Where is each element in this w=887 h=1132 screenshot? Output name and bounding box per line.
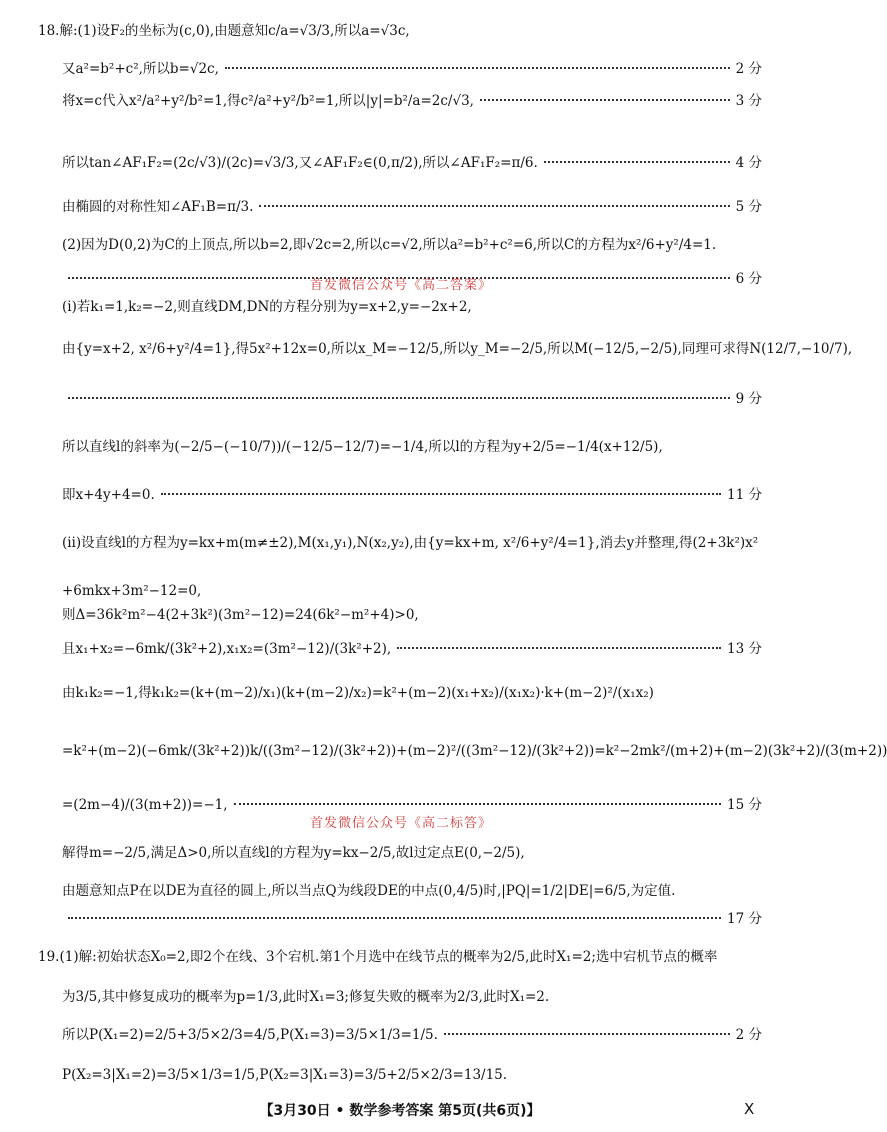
score-label: 2 分: [735, 1027, 762, 1043]
q18-ii-line-6: =k²+(m−2)(−6mk/(3k²+2))k/((3m²−12)/(3k²+2))+(m−2)²/((3m²−12)/(3k²+2))=k²−2mk²/(m+2)+(m−2)(3k²+2)/(3(m+2)): [62, 743, 887, 759]
watermark-2: 首发微信公众号《高二标答》: [310, 816, 493, 831]
q18-ii-line-5: 由k₁k₂=−1,得k₁k₂=(k+(m−2)/x₁)(k+(m−2)/x₂)=k²+(m−2)(x₁+x₂)/(x₁x₂)·k+(m−2)²/(x₁x₂): [62, 685, 654, 701]
q18-ii-line-1: (ⅱ)设直线l的方程为y=kx+m(m≠±2),M(x₁,y₁),N(x₂,y₂),由{y=kx+m, x²/6+y²/4=1},消去y并整理,得(2+3k²)x²: [62, 535, 759, 551]
dot-leader: [68, 397, 730, 399]
score-line-19-2: [62, 1026, 762, 1044]
dot-leader: [225, 67, 730, 69]
score-line-text: 即x+4y+4=0.: [62, 487, 155, 503]
score-line-text: 将x=c代入x²/a²+y²/b²=1,得c²/a²+y²/b²=1,所以|y|=b²/a=2c/√3,: [62, 93, 474, 109]
score-label: 11 分: [727, 487, 762, 503]
dot-leader: [259, 205, 729, 207]
score-line-17: [62, 910, 762, 928]
score-label: 15 分: [727, 797, 762, 813]
score-label: 4 分: [735, 155, 762, 171]
watermark-1: 首发微信公众号《高二答案》: [310, 278, 493, 293]
score-label: 6 分: [735, 271, 762, 287]
dot-leader: [544, 161, 730, 163]
q18-ii-line-2: +6mkx+3m²−12=0,: [62, 583, 202, 599]
score-line-text: 由椭圆的对称性知∠AF₁B=π/3.: [62, 199, 254, 215]
score-label: 17 分: [727, 911, 762, 927]
score-line-2: [62, 60, 762, 78]
dot-leader: [480, 99, 730, 101]
score-line-9: [62, 390, 762, 408]
score-line-13: [62, 640, 762, 658]
score-label: 9 分: [735, 391, 762, 407]
dot-leader: [397, 647, 721, 649]
dot-leader: [234, 803, 721, 805]
score-line-3: [62, 92, 762, 110]
dot-leader: [161, 493, 721, 495]
page-footer: 【3月30日 • 数学参考答案 第5页(共6页)】: [259, 1103, 541, 1119]
score-line-text: 且x₁+x₂=−6mk/(3k²+2),x₁x₂=(3m²−12)/(3k²+2),: [62, 641, 392, 657]
score-label: 2 分: [735, 61, 762, 77]
dot-leader: [444, 1033, 730, 1035]
q18-i-line-1: (ⅰ)若k₁=1,k₂=−2,则直线DM,DN的方程分别为y=x+2,y=−2x+2,: [62, 299, 472, 315]
score-label: 3 分: [735, 93, 762, 109]
q18-ii-line-3: 则Δ=36k²m²−4(2+3k²)(3m²−12)=24(6k²−m²+4)>0,: [62, 607, 419, 623]
score-line-5: [62, 198, 762, 216]
score-line-text: 又a²=b²+c²,所以b=√2c,: [62, 61, 219, 77]
q18-line-1: 18.解:(1)设F₂的坐标为(c,0),由题意知c/a=√3/3,所以a=√3c,: [38, 23, 410, 39]
score-line-text: 所以tan∠AF₁F₂=(2c/√3)/(2c)=√3/3,又∠AF₁F₂∈(0,π/2),所以∠AF₁F₂=π/6.: [62, 155, 538, 171]
q18-i-line-2: 由{y=x+2, x²/6+y²/4=1},得5x²+12x=0,所以x_M=−12/5,所以y_M=−2/5,所以M(−12/5,−2/5),同理可求得N(12/7,−10/7),: [62, 341, 853, 357]
score-label: 5 分: [735, 199, 762, 215]
corner-mark: X: [744, 1100, 755, 1118]
score-line-text: 所以P(X₁=2)=2/5+3/5×2/3=4/5,P(X₁=3)=3/5×1/3=1/5.: [62, 1027, 438, 1043]
q18-ii-line-8: 解得m=−2/5,满足Δ>0,所以直线l的方程为y=kx−2/5,故l过定点E(0,−2/5),: [62, 845, 525, 861]
score-line-4: [62, 154, 762, 172]
q19-line-2: 为3/5,其中修复成功的概率为p=1/3,此时X₁=3;修复失败的概率为2/3,此时X₁=2.: [62, 989, 550, 1005]
dot-leader: [68, 917, 721, 919]
q19-line-1: 19.(1)解:初始状态X₀=2,即2个在线、3个宕机.第1个月选中在线节点的概率为2/5,此时X₁=2;选中宕机节点的概率: [38, 949, 718, 965]
score-line-11: [62, 486, 762, 504]
q18-ii-line-9: 由题意知点P在以DE为直径的圆上,所以当点Q为线段DE的中点(0,4/5)时,|PQ|=1/2|DE|=6/5,为定值.: [62, 883, 676, 899]
score-label: 13 分: [727, 641, 762, 657]
score-line-text: =(2m−4)/(3(m+2))=−1,: [62, 797, 228, 813]
q18-i-slope-line: 所以直线l的斜率为(−2/5−(−10/7))/(−12/5−12/7)=−1/4,所以l的方程为y+2/5=−1/4(x+12/5),: [62, 439, 663, 455]
q19-line-4: P(X₂=3|X₁=2)=3/5×1/3=1/5,P(X₂=3|X₁=3)=3/5+2/5×2/3=13/15.: [62, 1067, 508, 1083]
q18-part2-line: (2)因为D(0,2)为C的上顶点,所以b=2,即√2c=2,所以c=√2,所以a²=b²+c²=6,所以C的方程为x²/6+y²/4=1.: [62, 237, 717, 253]
